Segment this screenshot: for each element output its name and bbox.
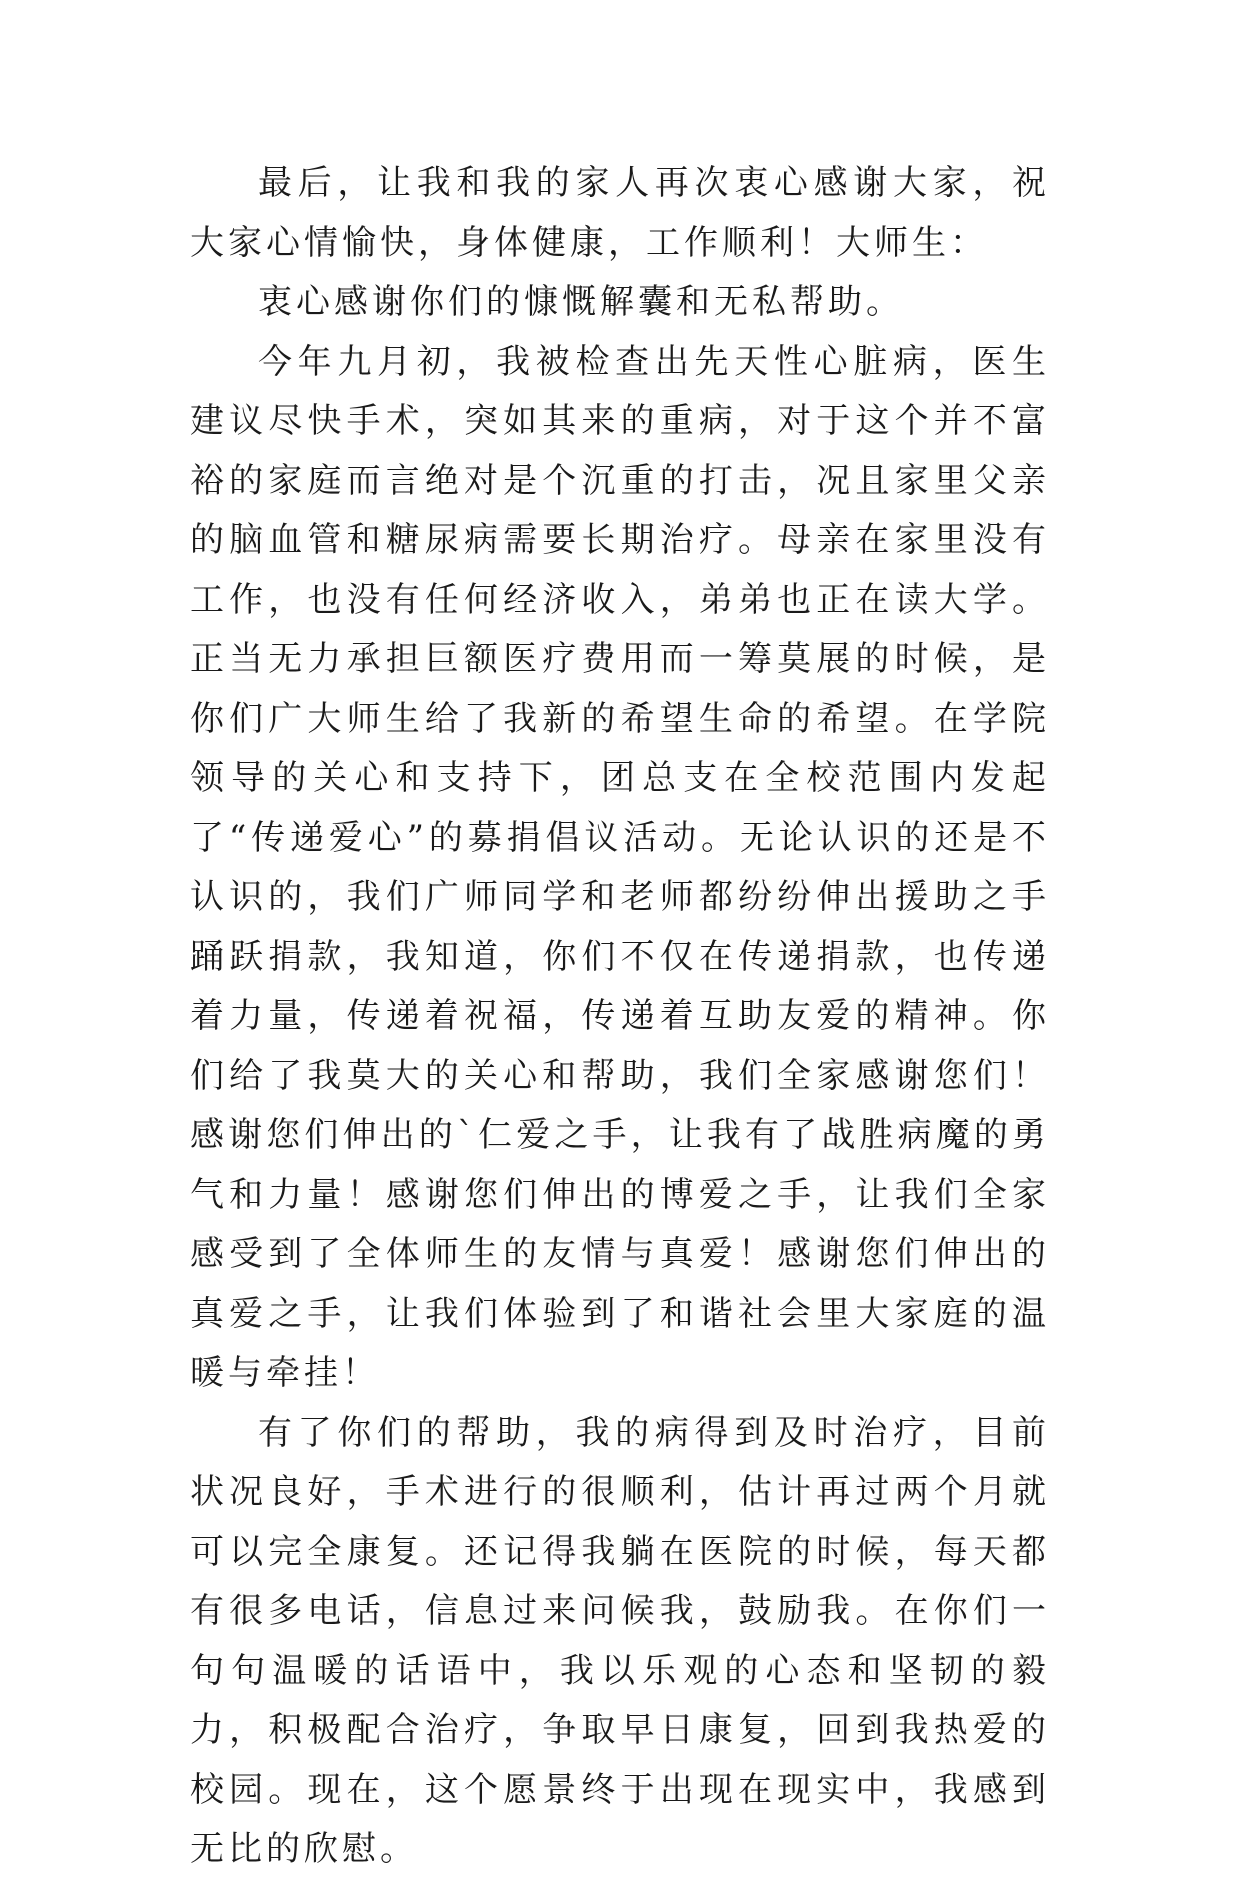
paragraph-gratitude: 衷心感谢你们的慷慨解囊和无私帮助。 bbox=[258, 282, 904, 322]
paragraph-recovery: 有了你们的帮助，我的病得到及时治疗，目前状况良好，手术进行的很顺利，估计再过两个月就可以完全康复。还记得我躺在医院的时候，每天都有很多电话，信息过来问候我，鼓励我。在你们一句句温暖的话语中，我以乐观的心态和坚韧的毅力，积极配合治疗，争取早日康复，回到我热爱的校园。现在，这个愿景终于出现在现实中，我感到无比的欣慰。 bbox=[190, 1412, 1050, 1869]
paragraph-closing-thanks: 最后，让我和我的家人再次衷心感谢大家，祝大家心情愉快，身体健康，工作顺利！大师生： bbox=[190, 163, 1050, 263]
body-text bbox=[190, 154, 1050, 1880]
paragraph-illness-story: 今年九月初，我被检查出先天性心脏病，医生建议尽快手术，突如其来的重病，对于这个并不富裕的家庭而言绝对是个沉重的打击，况且家里父亲的脑血管和糖尿病需要长期治疗。母亲在家里没有工作，也没有任何经济收入，弟弟也正在读大学。正当无力承担巨额医疗费用而一筹莫展的时候，是你们广大师生给了我新的希望生命的希望。在学院领导的关心和支持下，团总支在全校范围内发起了“传递爱心”的募捐倡议活动。无论认识的还是不认识的，我们广师同学和老师都纷纷伸出援助之手踊跃捐款，我知道，你们不仅在传递捐款，也传递着力量，传递着祝福，传递着互助友爱的精神。你们给了我莫大的关心和帮助，我们全家感谢您们！感谢您们伸出的`仁爱之手，让我有了战胜病魔的勇气和力量！感谢您们伸出的博爱之手，让我们全家感受到了全体师生的友情与真爱！感谢您们伸出的真爱之手，让我们体验到了和谐社会里大家庭的温暖与牵挂！ bbox=[190, 341, 1050, 1393]
